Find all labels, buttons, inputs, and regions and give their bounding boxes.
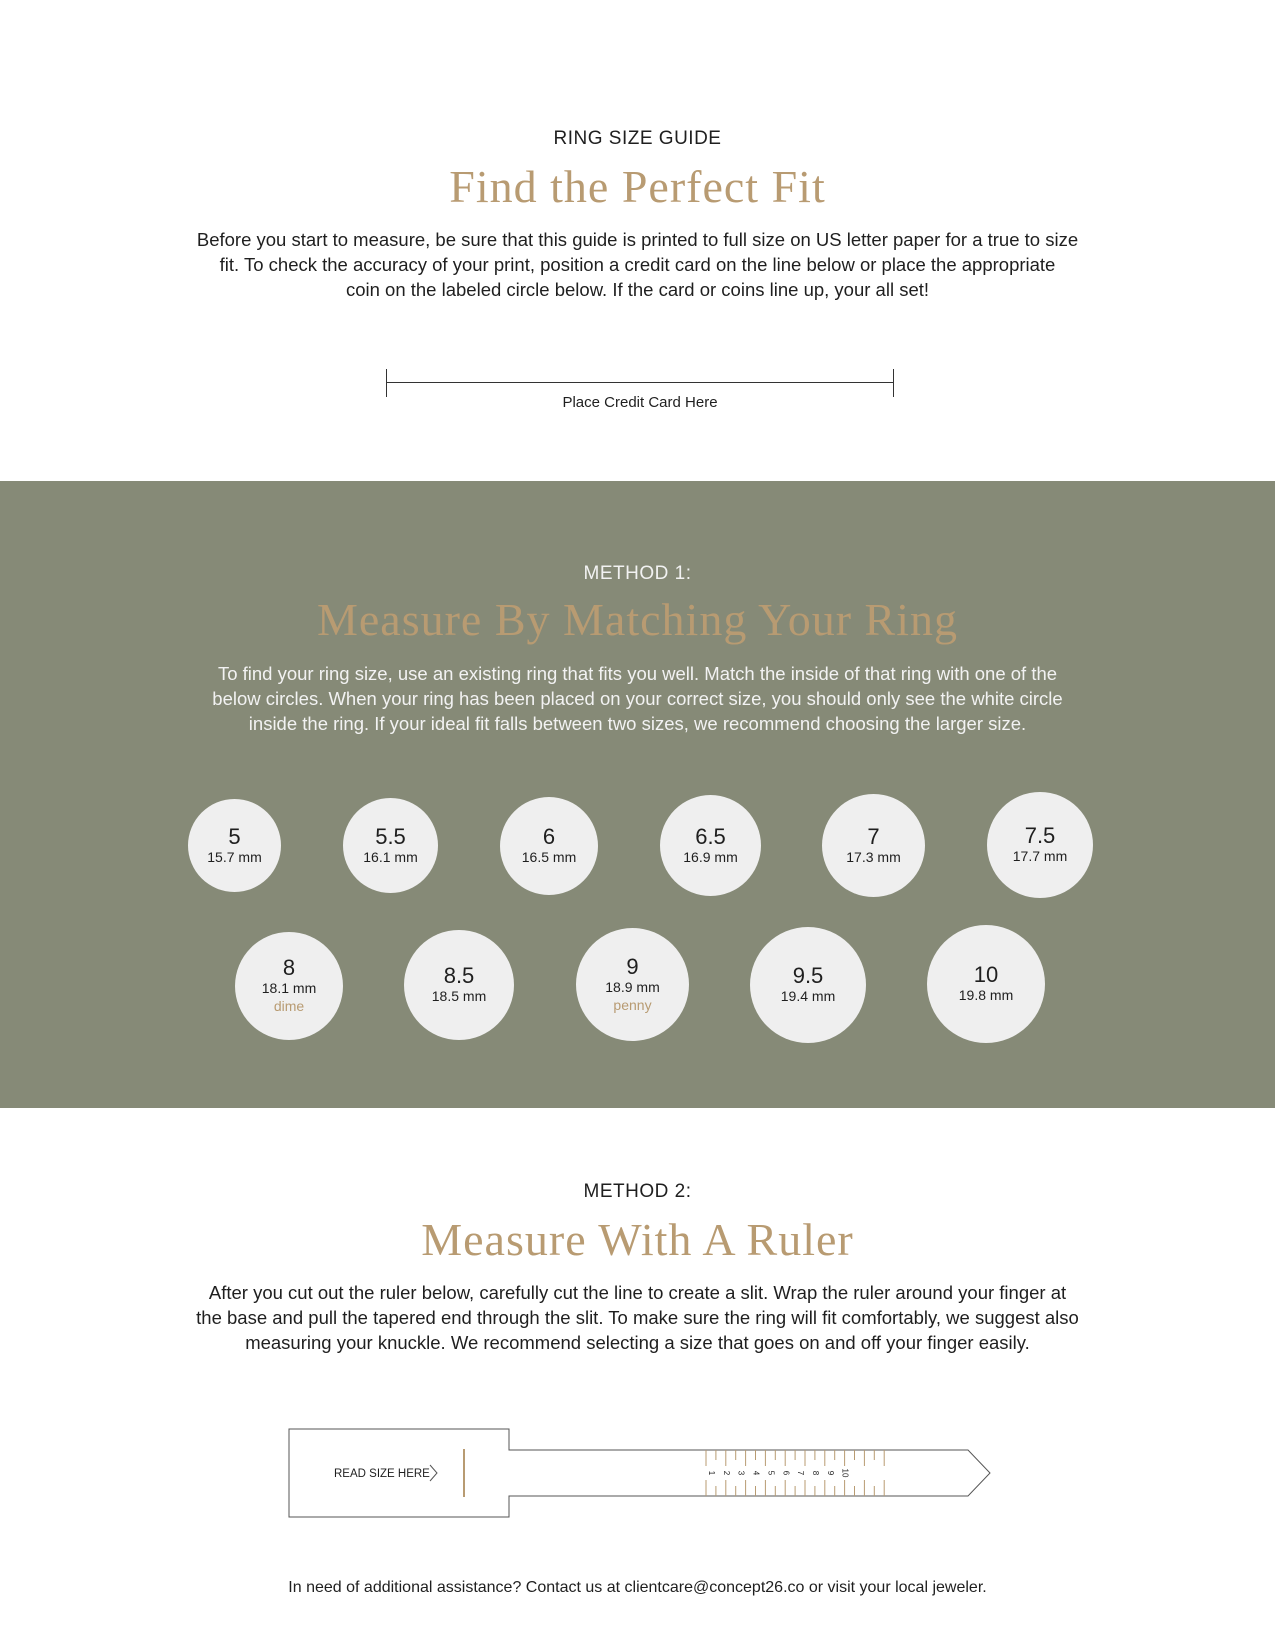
ring-circle-8: [235, 932, 343, 1040]
ring-circle-6: [500, 797, 598, 895]
ring-size: 5: [228, 823, 241, 849]
ruler-number: 5: [766, 1470, 776, 1476]
ring-size: 10: [973, 962, 999, 987]
ring-diameter: 18.1 mm: [261, 980, 317, 996]
method-1-section: [0, 481, 1275, 1108]
ring-circle-7-5: [987, 792, 1093, 898]
line-bar: [386, 382, 894, 383]
ring-diameter: 16.5 mm: [521, 849, 577, 865]
ring-circle-10: [927, 925, 1045, 1043]
method-1-eyebrow: METHOD 1:: [583, 563, 692, 584]
ruler-number: 6: [781, 1470, 791, 1476]
coin-label: dime: [273, 998, 305, 1014]
ring-circle-6-5: [660, 795, 761, 896]
ruler-number: 3: [736, 1470, 746, 1476]
read-size-label: READ SIZE HERE: [334, 1468, 430, 1480]
method-2-line: After you cut out the ruler below, carefully cut the line to create a slit. Wrap the ruler around your finger at: [208, 1282, 1067, 1303]
intro-line: fit. To check the accuracy of your print, position a credit card on the line below or place the appropriate: [219, 254, 1056, 275]
ruler-number: 2: [721, 1470, 731, 1476]
ring-circle-5: [188, 799, 281, 892]
method-1-line: inside the ring. If your ideal fit falls between two sizes, we recommend choosing the larger size.: [248, 713, 1027, 734]
ring-circle-8-5: [404, 930, 514, 1040]
ring-size: 7.5: [1024, 823, 1056, 848]
ring-diameter: 16.1 mm: [363, 848, 418, 865]
ring-diameter: 19.4 mm: [780, 988, 836, 1004]
ring-diameter: 17.7 mm: [1012, 848, 1068, 864]
line-left-tick: [386, 369, 387, 397]
ring-size: 5.5: [375, 823, 406, 849]
ring-diameter: 18.9 mm: [605, 978, 660, 995]
method-2-eyebrow: METHOD 2:: [583, 1181, 692, 1202]
guide-eyebrow: RING SIZE GUIDE: [553, 128, 722, 149]
ruler-number: 8: [810, 1470, 820, 1476]
method-2-line: the base and pull the tapered end through the slit. To make sure the ring will fit comfortably, we suggest also: [196, 1307, 1079, 1328]
ruler-number: 7: [796, 1470, 806, 1476]
ring-size: 6.5: [695, 823, 726, 849]
method-2-line: measuring your knuckle. We recommend selecting a size that goes on and off your finger easily.: [245, 1332, 1030, 1353]
ring-size: 9: [626, 953, 639, 979]
ring-diameter: 18.5 mm: [431, 988, 487, 1004]
line-right-tick: [893, 369, 894, 397]
read-size-chevron-icon: [430, 1465, 437, 1481]
ruler-number: 1: [707, 1470, 716, 1476]
intro-paragraph: [0, 227, 1275, 302]
credit-card-guide-line: [386, 369, 894, 397]
ruler-svg: [288, 1428, 993, 1519]
ring-sizer-ruler: [288, 1428, 993, 1519]
ruler-numbers: [707, 1469, 850, 1478]
method-1-line: To find your ring size, use an existing ring that fits you well. Match the inside of that ring with one of the: [217, 663, 1058, 684]
ring-circle-9: [576, 928, 689, 1041]
method-2-title: Measure With A Ruler: [421, 1214, 854, 1265]
intro-line: Before you start to measure, be sure that this guide is printed to full size on US letter paper for a true to size: [196, 229, 1079, 250]
method-1-title: Measure By Matching Your Ring: [316, 594, 959, 645]
method-1-line: below circles. When your ring has been placed on your correct size, you should only see the white circle: [212, 688, 1063, 709]
credit-card-label: Place Credit Card Here: [562, 394, 718, 411]
ring-circle-9-5: [750, 927, 866, 1043]
ring-size: 8.5: [443, 963, 475, 988]
ruler-number: 4: [751, 1470, 761, 1476]
ring-diameter: 17.3 mm: [846, 848, 901, 865]
ruler-number: 10: [840, 1468, 850, 1478]
ruler-ticks: [706, 1450, 884, 1496]
ring-circle-7: [822, 794, 925, 897]
ring-circle-5-5: [343, 798, 438, 893]
ring-size: 9.5: [792, 963, 824, 988]
ring-diameter: 19.8 mm: [958, 987, 1014, 1003]
ring-size: 8: [282, 955, 296, 980]
intro-line: coin on the labeled circle below. If the card or coins line up, your all set!: [345, 279, 930, 300]
ring-diameter: 15.7 mm: [207, 848, 262, 865]
page-title: Find the Perfect Fit: [449, 161, 826, 212]
ring-diameter: 16.9 mm: [683, 848, 738, 865]
footer-contact: In need of additional assistance? Contact us at clientcare@concept26.co or visit your local jeweler.: [288, 1579, 987, 1596]
method-2-paragraph: [0, 1280, 1275, 1355]
ring-size: 7: [867, 823, 880, 849]
ring-size: 6: [542, 824, 556, 849]
coin-label: penny: [613, 996, 652, 1013]
ruler-number: 9: [825, 1470, 835, 1476]
method-1-paragraph: [0, 661, 1275, 736]
